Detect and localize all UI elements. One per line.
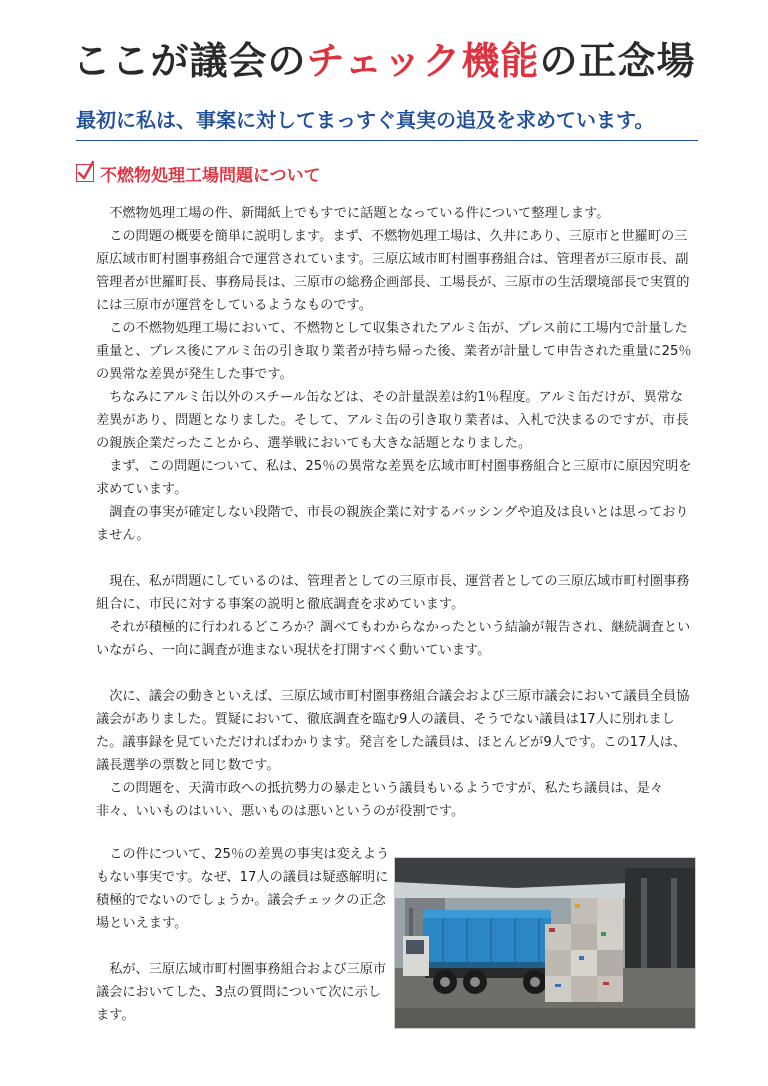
subtitle: 最初に私は、事案に対してまっすぐ真実の追及を求めています。 — [76, 108, 655, 132]
checkmark-icon — [76, 164, 94, 182]
title-accent: チェック機能 — [306, 39, 540, 83]
article-body — [96, 202, 696, 823]
paragraph: この件について、25％の差異の事実は変えようもない事実です。なぜ、17人の議員は疑惑解明に積極的でないのでしょうか。議会チェックの正念場といえます。 — [96, 847, 390, 931]
page-title — [0, 30, 768, 85]
title-part-1: ここが議会の — [72, 39, 307, 83]
spacer — [96, 935, 392, 958]
paragraph: 不燃物処理工場の件、新聞紙上でもすでに話題となっている件について整理します。 — [109, 206, 610, 221]
section-heading — [76, 160, 321, 186]
photo-side-text — [96, 843, 392, 1027]
subtitle-divider — [76, 140, 698, 141]
paragraph: この問題を、天満市政への抵抗勢力の暴走という議員もいるようですが、私たち議員は、是々非々、いいものはいい、悪いものは悪いというのが役割です。 — [96, 781, 664, 819]
paragraph: 現在、私が問題にしているのは、管理者としての三原市長、運営者としての三原広域市町村圏事務組合に、市民に対する事案の説明と徹底調査を求めています。 — [96, 574, 690, 612]
spacer — [96, 662, 696, 685]
paragraph: まず、この問題について、私は、25％の異常な差異を広域市町村圏事務組合と三原市に原因究明を求めています。 — [96, 459, 692, 497]
paragraph: この不燃物処理工場において、不燃物として収集されたアルミ缶が、プレス前に工場内で計量した重量と、プレス後にアルミ缶の引き取り業者が持ち帰った後、業者が計量して申告された重量に25％の異常な差異が発生した事です。 — [96, 321, 692, 382]
paragraph: ちなみにアルミ缶以外のスチール缶などは、その計量誤差は約1％程度。アルミ缶だけが、異常な差異があり、問題となりました。そして、アルミ缶の引き取り業者は、入札で決まるのですが、市長の親族企業だったことから、選挙戦においても大きな話題となりました。 — [96, 390, 689, 451]
paragraph: 調査の事実が確定しない段階で、市長の親族企業に対するバッシングや追及は良いとは思っておりません。 — [96, 505, 689, 543]
paragraph: それが積極的に行われるどころか？調べてもわからなかったという結論が報告され、継続調査といいながら、一向に調査が進まない現状を打開すべく動いています。 — [96, 620, 691, 658]
paragraph: 次に、議会の動きといえば、三原広域市町村圏事務組合議会および三原市議会において議員全員協議会がありました。質疑において、徹底調査を臨む9人の議員、そうでない議員は17人に別れました。議事録を見ていただければわかります。発言をした議員は、ほとんどが9人です。この17人は、議長選挙の票数と同じ数です。 — [96, 689, 690, 773]
photo-section — [96, 843, 696, 1043]
spacer — [96, 547, 696, 570]
factory-photo — [394, 857, 696, 1029]
paragraph: 私が、三原広域市町村圏事務組合および三原市議会においてした、3点の質問について次に示します。 — [96, 962, 387, 1023]
section-title: 不燃物処理工場問題について — [100, 165, 321, 186]
title-part-3: の正念場 — [539, 39, 696, 83]
paragraph: この問題の概要を簡単に説明します。まず、不燃物処理工場は、久井にあり、三原市と世羅町の三原広域市町村圏事務組合で運営されています。三原広域市町村圏事務組合は、管理者が三原市長、副管理者が世羅町長、事務局長は、三原市の総務企画部長、工場長が、三原市の生活環境部長で実質的には三原市が運営をしているようなものです。 — [96, 229, 690, 313]
